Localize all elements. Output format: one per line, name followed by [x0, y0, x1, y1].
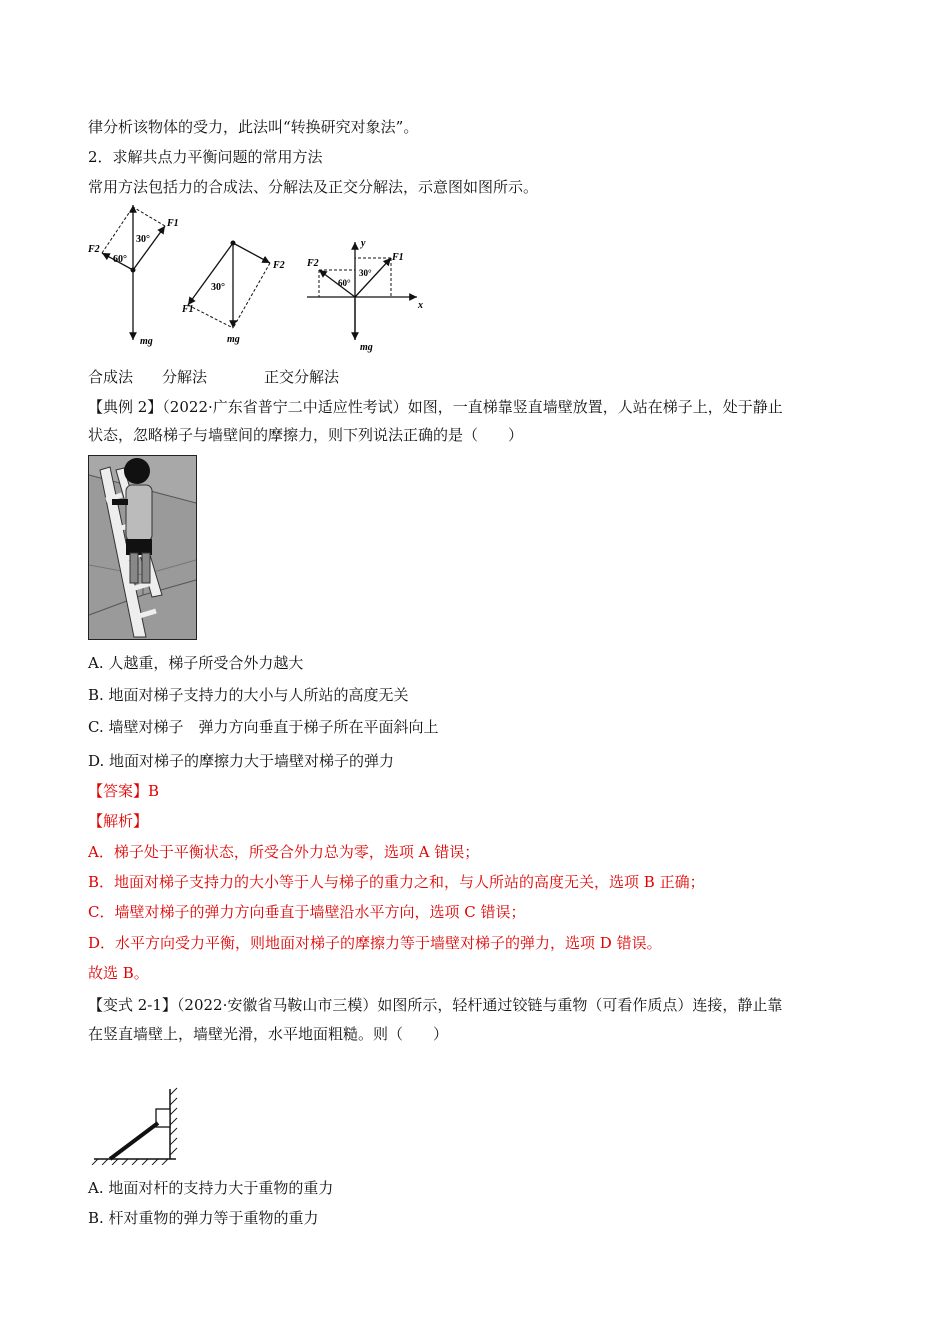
x-axis-label: x	[418, 300, 423, 311]
mg-label: mg	[140, 336, 153, 347]
f2-label: F2	[88, 244, 100, 255]
analysis-line: C．墙壁对梯子的弹力方向垂直于墙壁沿水平方向，选项 C 错误；	[88, 903, 526, 921]
decomposition-diagram	[181, 241, 285, 346]
option-b: B. 地面对梯子支持力的大小与人所站的高度无关	[88, 686, 409, 704]
variant-question: 在竖直墙壁上，墙壁光滑，水平地面粗糙。则（ ）	[88, 1025, 449, 1043]
f1-label: F1	[167, 218, 179, 229]
angle-label: 30°	[359, 268, 372, 278]
rod-wall-diagram	[88, 1085, 188, 1165]
f1-label: F1	[182, 304, 194, 315]
example-question: 状态，忽略梯子与墙壁间的摩擦力，则下列说法正确的是（ ）	[88, 426, 524, 444]
example-question: 【典例 2】（2022·广东省普宁二中适应性考试）如图，一直梯靠竖直墙壁放置，人站在梯子上，处于静止	[88, 398, 783, 416]
text-line: 律分析该物体的受力，此法叫“转换研究对象法”。	[88, 118, 419, 136]
mg-label: mg	[360, 342, 373, 353]
method-label: 合成法	[88, 368, 134, 386]
conclusion: 故选 B。	[88, 964, 149, 982]
composition-diagram	[87, 205, 179, 347]
angle-label: 30°	[211, 282, 225, 293]
y-axis-label: y	[361, 238, 366, 249]
variant-option-a: A. 地面对杆的支持力大于重物的重力	[88, 1179, 334, 1197]
angle-label: 60°	[113, 254, 127, 265]
method-label: 正交分解法	[264, 368, 340, 386]
ladder-photo	[88, 455, 197, 640]
answer-label: 【答案】B	[88, 782, 160, 800]
mg-label: mg	[227, 334, 240, 345]
analysis-line: D．水平方向受力平衡，则地面对梯子的摩擦力等于墙壁对梯子的弹力，选项 D 错误。	[88, 934, 662, 952]
orthogonal-diagram	[306, 238, 423, 353]
analysis-line: B．地面对梯子支持力的大小等于人与梯子的重力之和，与人所站的高度无关，选项 B 正确；	[88, 873, 705, 891]
force-diagrams	[85, 200, 445, 360]
analysis-line: A．梯子处于平衡状态，所受合外力总为零，选项 A 错误；	[88, 843, 480, 861]
angle-label: 60°	[338, 278, 351, 288]
section-heading: 2．求解共点力平衡问题的常用方法	[88, 148, 323, 166]
analysis-label: 【解析】	[88, 812, 149, 830]
f1-label: F1	[392, 252, 404, 263]
option-a: A. 人越重，梯子所受合外力越大	[88, 654, 304, 672]
text-line: 常用方法包括力的合成法、分解法及正交分解法，示意图如图所示。	[88, 178, 539, 196]
f2-label: F2	[273, 260, 285, 271]
variant-option-b: B. 杆对重物的弹力等于重物的重力	[88, 1209, 319, 1227]
option-d: D. 地面对梯子的摩擦力大于墙壁对梯子的弹力	[88, 752, 395, 770]
method-label: 分解法	[162, 368, 208, 386]
f2-label: F2	[307, 258, 319, 269]
angle-label: 30°	[136, 234, 150, 245]
variant-question: 【变式 2-1】（2022·安徽省马鞍山市三模）如图所示，轻杆通过铰链与重物（可看作质点）连接，静止靠	[88, 996, 783, 1014]
option-c: C. 墙壁对梯子 弹力方向垂直于梯子所在平面斜向上	[88, 718, 439, 736]
